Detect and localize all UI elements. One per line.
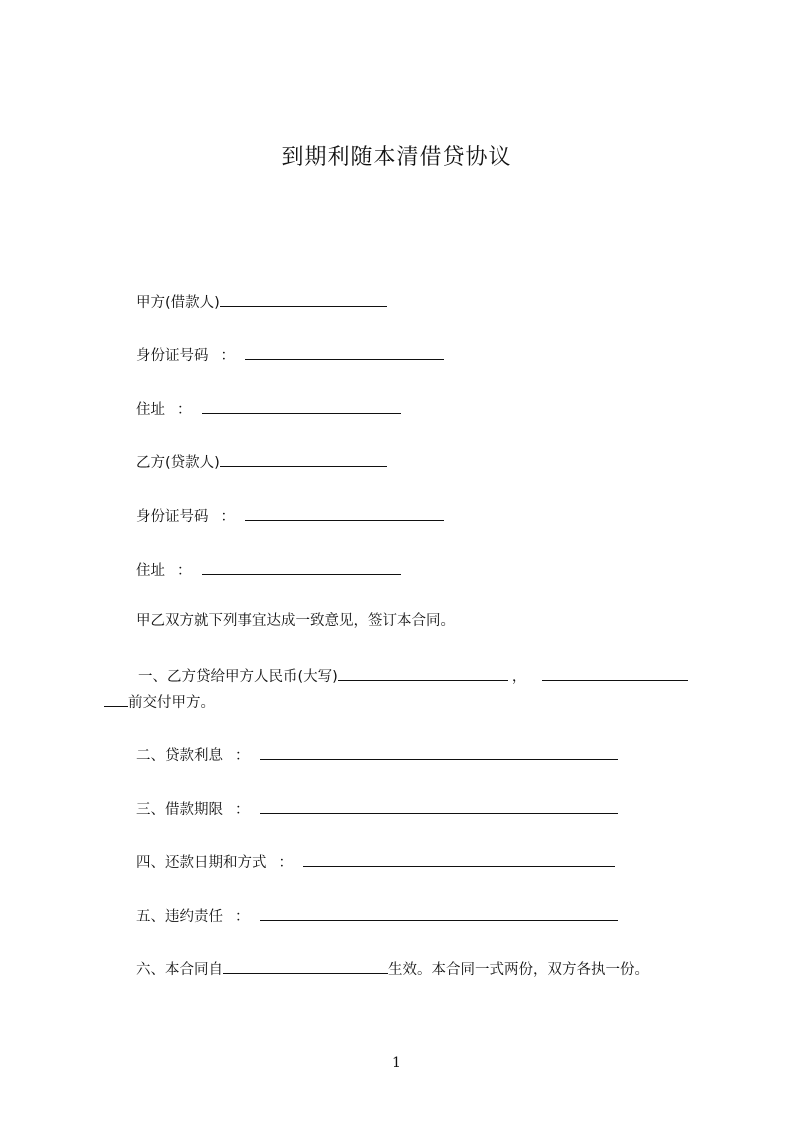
clause-1-line-1	[138, 666, 688, 687]
clause-1-line-2	[104, 692, 215, 713]
party-b-address-line	[136, 560, 401, 581]
party-a-id-blank[interactable]	[245, 345, 444, 360]
party-a-id-line	[136, 345, 444, 366]
party-a-address-label: 住址	[136, 402, 165, 418]
party-a-address-blank[interactable]	[202, 399, 401, 414]
party-a-address-line	[136, 399, 401, 420]
page-number: 1	[392, 1055, 401, 1071]
clause-5-label: 五、违约责任	[136, 909, 223, 925]
clause-1-suffix: 前交付甲方。	[128, 695, 215, 711]
colon: ：	[235, 748, 250, 764]
intro-paragraph: 甲乙双方就下列事宜达成一致意见，签订本合同。	[136, 613, 455, 629]
colon: ：	[177, 402, 192, 418]
colon: ：	[220, 509, 235, 525]
party-b-id-label: 身份证号码	[136, 509, 209, 525]
clause-2-blank[interactable]	[260, 745, 618, 760]
clause-3-line	[136, 799, 618, 820]
party-b-label: 乙方(贷款人)	[136, 455, 220, 471]
clause-6-line	[136, 959, 649, 980]
clause-1-date-blank[interactable]	[542, 666, 688, 681]
clause-2-label: 二、贷款利息	[136, 748, 223, 764]
clause-6-date-blank[interactable]	[223, 959, 388, 974]
clause-6-suffix: 生效。本合同一式两份，双方各执一份。	[388, 962, 649, 978]
party-a-blank[interactable]	[220, 292, 387, 307]
clause-1-text: 一、乙方贷给甲方人民币(大写)	[138, 669, 338, 685]
clause-1-date-blank-cont[interactable]	[104, 692, 128, 707]
clause-3-label: 三、借款期限	[136, 802, 223, 818]
clause-4-blank[interactable]	[303, 852, 615, 867]
party-a-label: 甲方(借款人)	[136, 295, 220, 311]
clause-2-line	[136, 745, 618, 766]
clause-4-line	[136, 852, 615, 873]
colon: ：	[220, 348, 235, 364]
document-title: 到期利随本清借贷协议	[281, 145, 512, 170]
party-b-id-blank[interactable]	[245, 506, 444, 521]
party-b-address-blank[interactable]	[202, 560, 401, 575]
clause-5-blank[interactable]	[260, 906, 618, 921]
clause-5-line	[136, 906, 618, 927]
party-a-id-label: 身份证号码	[136, 348, 209, 364]
clause-6-prefix: 六、本合同自	[136, 962, 223, 978]
clause-3-blank[interactable]	[260, 799, 618, 814]
party-b-blank[interactable]	[220, 452, 387, 467]
colon: ：	[235, 802, 250, 818]
colon: ：	[177, 563, 192, 579]
clause-1-amount-blank[interactable]	[338, 666, 508, 681]
party-b-address-label: 住址	[136, 563, 165, 579]
clause-4-label: 四、还款日期和方式	[136, 855, 267, 871]
clause-1-comma: ，	[511, 669, 527, 685]
party-b-line	[136, 452, 387, 473]
colon: ：	[235, 909, 250, 925]
party-a-line	[136, 292, 387, 313]
colon: ：	[278, 855, 293, 871]
party-b-id-line	[136, 506, 444, 527]
